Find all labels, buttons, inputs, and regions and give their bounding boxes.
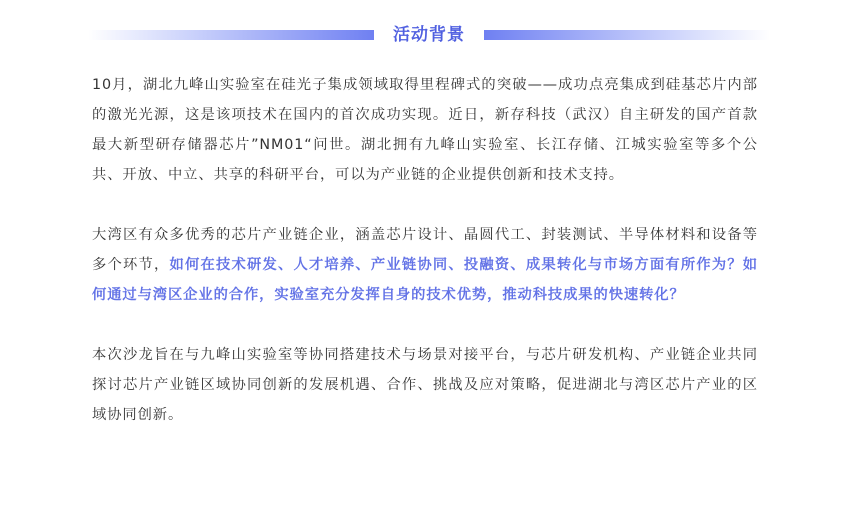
highlighted-question-text: 如何在技术研发、人才培养、产业链协同、投融资、成果转化与市场方面有所作为？如何通过与湾区企业的合作，实验室充分发挥自身的技术优势，推动科技成果的快速转化？ <box>92 257 759 303</box>
paragraph-plain-text: 大湾区有众多优秀的芯片产业链企业，涵盖芯片设计、晶圆代工、封装测试、半导体材料和设备等多个环节， <box>92 227 758 273</box>
paragraph-greater-bay-area <box>92 220 758 310</box>
article-body <box>92 70 758 430</box>
paragraph-salon-purpose: 本次沙龙旨在与九峰山实验室等协同搭建技术与场景对接平台，与芯片研发机构、产业链企业共同探讨芯片产业链区域协同创新的发展机遇、合作、挑战及应对策略，促进湖北与湾区芯片产业的区域协同创新。 <box>92 347 758 423</box>
header-decor-bar-right <box>484 30 770 40</box>
section-header <box>88 22 770 48</box>
paragraph-lab-breakthrough: 10月，湖北九峰山实验室在硅光子集成领域取得里程碑式的突破——成功点亮集成到硅基芯片内部的激光光源，这是该项技术在国内的首次成功实现。近日，新存科技（武汉）自主研发的国产首款最大新型研存储器芯片”NM01“问世。湖北拥有九峰山实验室、长江存储、江城实验室等多个公共、开放、中立、共享的科研平台，可以为产业链的企业提供创新和技术支持。 <box>92 77 758 183</box>
section-title: 活动背景 <box>393 25 465 45</box>
